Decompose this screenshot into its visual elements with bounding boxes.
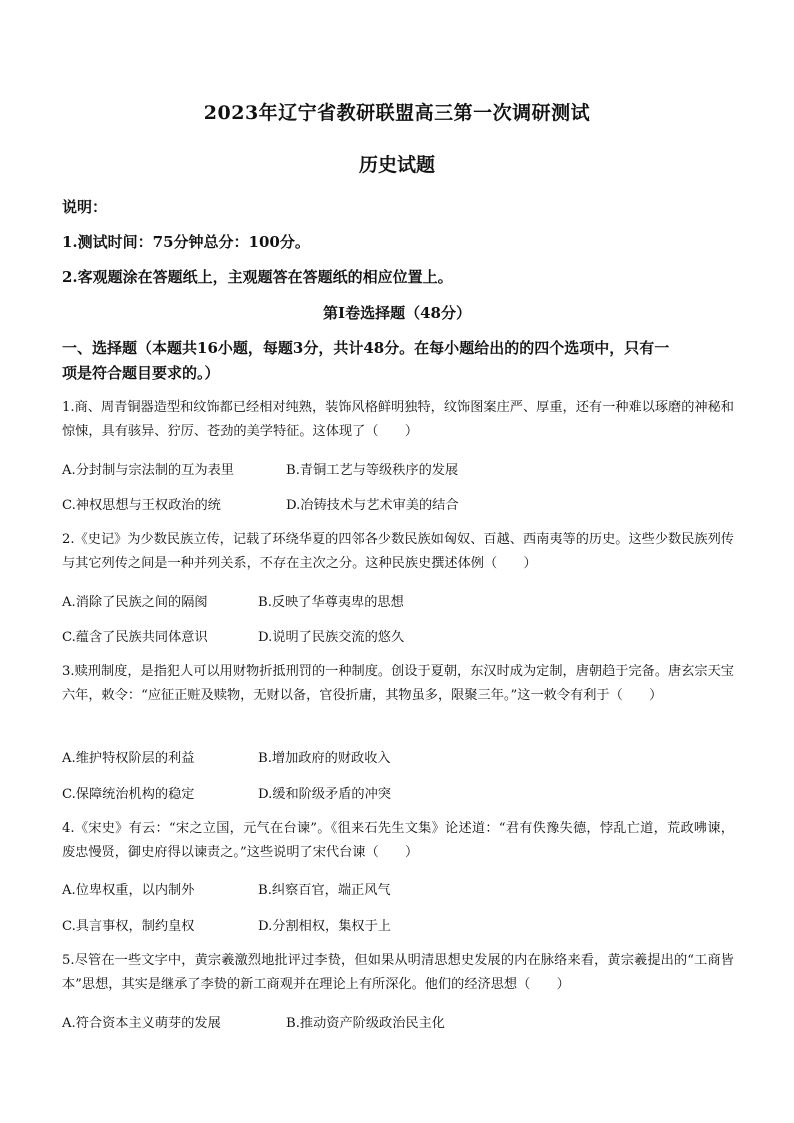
option-1c: C.神权思想与王权政治的统 — [62, 498, 221, 513]
question-stem-5: 5.尽管在一些文字中，黄宗羲激烈地批评过李贽，但如果从明清思想史发展的内在脉络来看，黄宗羲提出的“工商皆本”思想，其实是继承了李贽的新工商观并在理论上有所深化。他们的经济思想（ ） — [62, 953, 734, 992]
option-4b: B.纠察百官，端正风气 — [258, 883, 391, 898]
question-stem-1: 1.商、周青铜器造型和纹饰都已经相对纯熟，装饰风格鲜明独特，纹饰图案庄严、厚重，还有一种难以琢磨的神秘和惊悚，具有骇异、狞厉、苍劲的美学特征。这体现了（ ） — [62, 400, 734, 439]
option-4a: A.位卑权重，以内制外 — [62, 883, 195, 898]
notes-label: 说明： — [62, 198, 108, 216]
question-stem-2: 2.《史记》为少数民族立传，记载了环绕华夏的四邻各少数民族如匈奴、百越、西南夷等的历史。这些少数民族列传与其它列传之间是一种并列关系，不存在主次之分。这种民族史撰述体例（ ） — [62, 532, 734, 571]
note-item: 2.客观题涂在答题纸上，主观题答在答题纸的相应位置上。 — [62, 268, 453, 286]
option-2b: B.反映了华尊夷卑的思想 — [258, 595, 404, 610]
section-instruction: 项是符合题目要求的。） — [62, 364, 220, 382]
option-5b: B.推动资产阶级政治民主化 — [286, 1016, 445, 1031]
question-stem-3: 3.赎刑制度，是指犯人可以用财物折抵刑罚的一种制度。创设于夏朝，东汉时成为定制，唐朝趋于完备。唐玄宗天宝六年，敕令：“应征正赃及赎物，无财以备，官役折庸，其物虽多，限聚三年。”这一敕令有利于（ ） — [62, 664, 734, 703]
option-4c: C.具言事权，制约皇权 — [62, 919, 195, 934]
option-2a: A.消除了民族之间的隔阂 — [62, 595, 208, 610]
option-3b: B.增加政府的财政收入 — [258, 751, 391, 766]
option-3d: D.缓和阶级矛盾的冲突 — [258, 787, 391, 802]
note-item: 1.测试时间：75分钟总分：100分。 — [62, 233, 310, 251]
option-5a: A.符合资本主义萌芽的发展 — [62, 1016, 221, 1031]
option-3a: A.维护特权阶层的利益 — [62, 751, 195, 766]
section-instruction: 一、选择题（本题共16小题，每题3分，共计48分。在每小题给出的的四个选项中，只有一 — [62, 339, 670, 357]
option-3c: C.保障统治机构的稳定 — [62, 787, 195, 802]
section-title: 第Ⅰ卷选择题（48分） — [323, 304, 471, 322]
option-1b: B.青铜工艺与等级秩序的发展 — [286, 463, 459, 478]
option-2c: C.蕴含了民族共同体意识 — [62, 630, 208, 645]
exam-title: 2023年辽宁省教研联盟高三第一次调研测试 — [203, 102, 591, 124]
option-4d: D.分割相权，集权于上 — [258, 919, 391, 934]
option-2d: D.说明了民族交流的悠久 — [258, 630, 405, 645]
subject-title: 历史试题 — [358, 154, 435, 176]
option-1a: A.分封制与宗法制的互为表里 — [62, 463, 234, 478]
question-stem-4: 4.《宋史》有云：“宋之立国，元气在台谏”。《徂来石先生文集》论述道：“君有佚豫失德，悖乱亡道，荒政咈谏，废忠慢贤，御史府得以谏责之。”这些说明了宋代台谏（ ） — [62, 821, 734, 860]
option-1d: D.冶铸技术与艺术审美的结合 — [286, 498, 459, 513]
